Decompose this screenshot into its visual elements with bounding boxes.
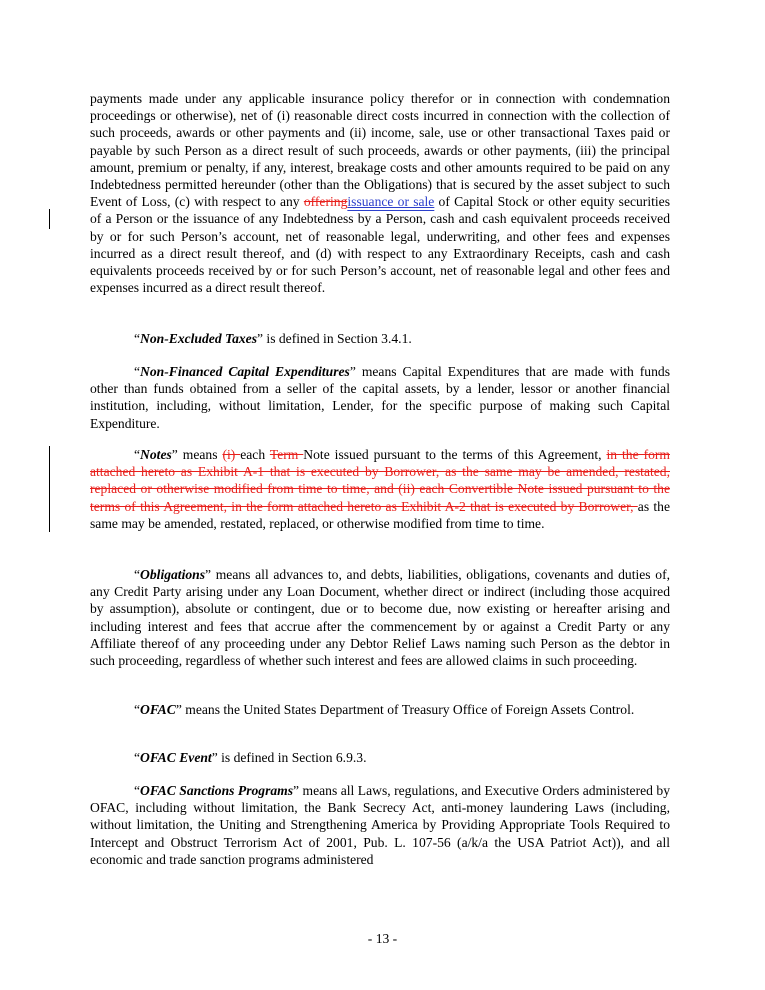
definition-non-financed-capex: “Non-Financed Capital Expenditures” means Capital Expenditures that are made with funds other than funds obtained from a seller of the capital assets, by a lender, lessor or another financial institution, including, without limitation, Lender, for the specific purpose of making such Capital Expenditure.: [90, 364, 670, 431]
definition-ofac: “OFAC” means the United States Department of Treasury Office of Foreign Assets Control.: [134, 702, 635, 717]
change-bar: [49, 446, 50, 532]
paragraph-net-cash-proceeds: [90, 90, 670, 296]
definition-text: ” means all Laws, regulations, and Executive Orders administered by OFAC, including without limitation, the Bank Secrecy Act, anti-money laundering Laws (including, without limitation, the Uniting and Strengthening America by Providing Appropriate Tools Required to Intercept and Obstruct Terrorism Act of 2001, Pub. L. 107-56 (a/k/a the USA Patriot Act)), and all economic and trade sanction programs administered: [90, 783, 670, 867]
change-bar: [49, 209, 50, 229]
defined-term: OFAC Event: [140, 750, 212, 765]
deleted-text: (i): [222, 447, 241, 462]
definition-text: ” means all advances to, and debts, liabilities, obligations, covenants and duties of, any Credit Party arising under any Loan Document, whether direct or indirect (including those acquired by assumption), absolute or contingent, due or to become due, now existing or hereafter arising and including interest and fees that accrue after the commencement by or against a Credit Party or any Affiliate thereof of any proceeding under any Debtor Relief Laws naming such Person as the debtor in such proceeding, regardless of whether such interest and fees are allowed claims in such proceeding.: [90, 567, 670, 669]
definition-text: ” means Capital Expenditures that are made with funds other than funds obtained from a seller of the capital assets, by a lender, lessor or another financial institution, including, without limitation, Lender, for the specific purpose of making such Capital Expenditure.: [90, 364, 670, 431]
definition-notes: “Notes” means (i) each Term Note issued pursuant to the terms of this Agreement, in the form attached hereto as Exhibit A-1 that is executed by Borrower, as the same may be amended, restated, replaced or otherwise modified from time to time, and (ii) each Convertible Note issued pursuant to the terms of this Agreement, in the form attached hereto as Exhibit A-2 that is executed by Borrower, as the same may be amended, restated, replaced, or otherwise modified from time to time.: [90, 447, 670, 531]
definition-non-excluded-taxes: “Non-Excluded Taxes” is defined in Section 3.4.1.: [134, 331, 412, 346]
defined-term: Notes: [140, 447, 172, 462]
definition-ofac-event: “OFAC Event” is defined in Section 6.9.3.: [134, 750, 367, 765]
deleted-text: offering: [303, 194, 348, 210]
paragraph-text: of Capital Stock or other equity securities of a Person or the issuance of any Indebtedness by a Person, cash and cash equivalent proceeds received by or for such Person’s account, net of reasonable legal, underwriting, and other fees and expenses incurred as a direct result thereof, and (d) with respect to any Extraordinary Receipts, cash and cash equivalents proceeds received by or for such Person’s account, net of reasonable legal and other fees and expenses incurred as a direct result thereof.: [90, 194, 670, 296]
deleted-text: Term: [269, 447, 304, 462]
inserted-text: issuance or sale: [347, 194, 435, 210]
defined-term: Obligations: [140, 567, 206, 582]
definition-text: ” means the United States Department of Treasury Office of Foreign Assets Control.: [175, 702, 635, 717]
deleted-text: in the form attached hereto as Exhibit A-1 that is executed by Borrower, as the same may be amended, restated, replaced or otherwise modified from time to time, and (ii) each Convertible Note issued pursuant to the terms of this Agreement, in the form attached hereto as Exhibit A-2 that is executed by Borrower,: [90, 447, 670, 514]
definition-ofac-sanctions-programs: “OFAC Sanctions Programs” means all Laws, regulations, and Executive Orders administered by OFAC, including without limitation, the Bank Secrecy Act, anti-money laundering Laws (including, without limitation, the Uniting and Strengthening America by Providing Appropriate Tools Required to Intercept and Obstruct Terrorism Act of 2001, Pub. L. 107-56 (a/k/a the USA Patriot Act)), and all economic and trade sanction programs administered: [90, 783, 670, 867]
definition-obligations: “Obligations” means all advances to, and debts, liabilities, obligations, covenants and duties of, any Credit Party arising under any Loan Document, whether direct or indirect (including those acquired by assumption), absolute or contingent, due or to become due, now existing or hereafter arising and including interest and fees that accrue after the commencement by or against a Credit Party or any Affiliate thereof of any proceeding under any Debtor Relief Laws naming such Person as the debtor in such proceeding, regardless of whether such interest and fees are allowed claims in such proceeding.: [90, 567, 670, 669]
definition-text: ” is defined in Section 6.9.3.: [211, 750, 367, 765]
page-number: - 13 -: [367, 931, 398, 946]
defined-term: Non-Excluded Taxes: [140, 331, 257, 346]
defined-term: OFAC: [140, 702, 176, 717]
defined-term: Non-Financed Capital Expenditures: [140, 364, 350, 379]
defined-term: OFAC Sanctions Programs: [140, 783, 294, 798]
definition-text: ” is defined in Section 3.4.1.: [256, 331, 412, 346]
paragraph-text: payments made under any applicable insurance policy therefor or in connection with condemnation proceedings or otherwise), net of (i) reasonable direct costs incurred in connection with the collection of such proceeds, awards or other payments and (ii) income, sale, use or other transactional Taxes paid or payable by such Person as a direct result of such proceeds, awards or other payments, (iii) the principal amount, premium or penalty, if any, interest, breakage costs and other amounts required to be paid on any Indebtedness permitted hereunder (other than the Obligations) that is secured by the asset subject to such Event of Loss, (c) with respect to any: [90, 91, 670, 210]
